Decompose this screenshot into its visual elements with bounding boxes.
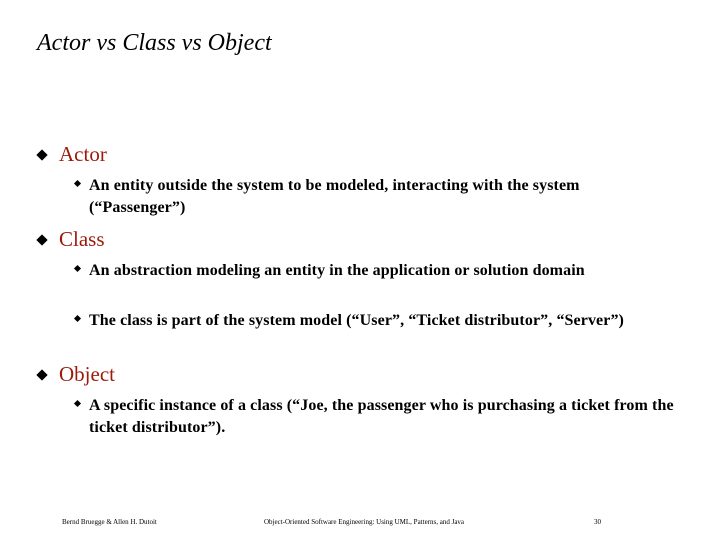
small-diamond-bullet-icon (74, 265, 81, 272)
small-diamond-bullet-icon (74, 400, 81, 407)
diamond-bullet-icon (36, 369, 47, 380)
sub-bullet-text: An abstraction modeling an entity in the application or solution domain (89, 262, 585, 279)
footer-book-title: Object-Oriented Software Engineering: Using UML, Patterns, and Java (264, 518, 465, 526)
slide-title: Actor vs Class vs Object (37, 30, 272, 56)
sub-bullet-text: The class is part of the system model (“User”, “Ticket distributor”, “Server”) (89, 312, 624, 329)
sub-bullet-text: An entity outside the system to be modeled, interacting with the system (“Passenger”) (89, 177, 580, 216)
footer-page-number: 30 (594, 518, 601, 526)
small-diamond-bullet-icon (74, 180, 81, 187)
diamond-bullet-icon (36, 234, 47, 245)
diamond-bullet-icon (36, 149, 47, 160)
bullet-label-actor: Actor (59, 142, 107, 166)
sub-bullet-text: A specific instance of a class (“Joe, the passenger who is purchasing a ticket from the ticket distributor”). (89, 397, 674, 436)
small-diamond-bullet-icon (74, 315, 81, 322)
bullet-label-object: Object (59, 362, 115, 386)
footer-authors: Bernd Bruegge & Allen H. Dutoit (62, 518, 157, 526)
bullet-label-class: Class (59, 227, 105, 251)
